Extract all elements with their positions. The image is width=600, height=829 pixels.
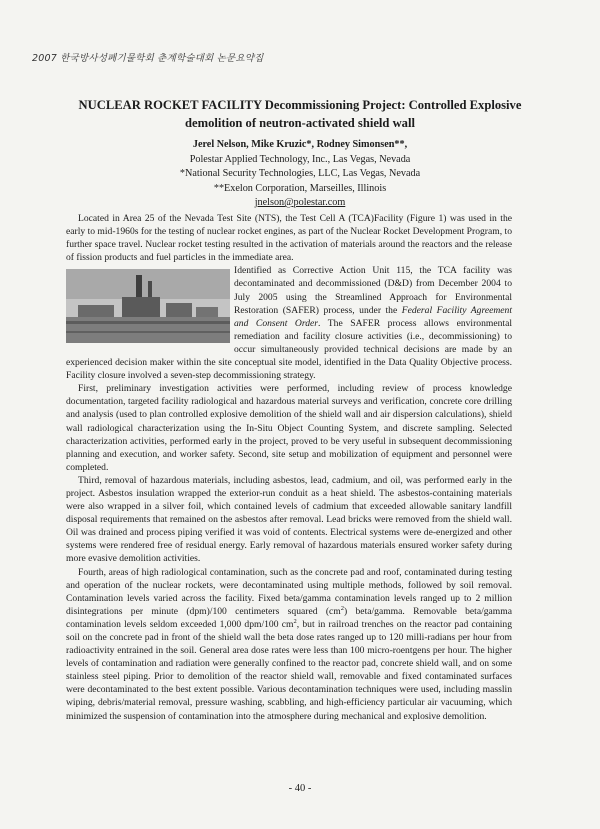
paragraph-4: Third, removal of hazardous materials, including asbestos, lead, cadmium, and oil, was performed early in the project. Asbestos insulation wrapped the exterior-run conduit as a heat shield. The asbestos-containing materials were also wrapped in a silver foil, which contained levels of cadmium that exceeded allowable sanitary landfill disposal requirements that remained on the asbestos after removal. Lead bricks were removed from the shield wall. Oil was drained and process piping verified it was void of contents. Electrical systems were de-energized and other systems were rendered free of residual energy. Early removal of hazardous materials ensured worker safety during more evasive demolition activities. bbox=[66, 474, 512, 565]
superscript-2-second: 2 bbox=[293, 617, 297, 625]
title-line-1: NUCLEAR ROCKET FACILITY Decommissioning Project: Controlled Explosive bbox=[78, 98, 522, 112]
paragraph-2-part-b: . The SAFER process allows environmental remediation and facility closure activities (i.e., decommissioning) to occur simultaneously provided technical decisions are made by an experienced decision maker within the site conceptual site model, identified in the Data Quality Objective process. Facility closure involved a seven-step decommissioning strategy. bbox=[66, 317, 512, 382]
paper-title bbox=[70, 96, 530, 132]
paragraph-5-part-b: ) beta/gamma. Removable beta/gamma contamination levels seldom exceeded 1,000 dpm/100 cm bbox=[66, 605, 512, 630]
title-line-2: demolition of neutron-activated shield wall bbox=[185, 116, 415, 130]
paragraph-3: First, preliminary investigation activities were performed, including review of process knowledge documentation, targeted facility radiological and hazardous material surveys and verification, concrete core drilling and analysis (used to plan controlled explosive demolition of the shield wall and air dispersion calculations), shield wall radiological characterization using the In-Situ Object Counting System, and discrete sampling. Selected characterization activities, performed early in the project, proved to be very useful in subsequent decommissioning planning and execution, and worker safety. Second, site setup and mobilization of equipment and personnel were completed. bbox=[66, 383, 512, 473]
paragraph-2-part-a: Identified as Corrective Action Unit 115, the TCA facility was decontaminated and decommissioned (D&D) from December 2004 to July 2005 using the Streamlined Approach for Environmental Restoration (SAFER) process, under the bbox=[234, 265, 512, 316]
paragraph-1: Located in Area 25 of the Nevada Test Site (NTS), the Test Cell A (TCA)Facility (Figure 1) was used in the early to mid-1960s for the testing of nuclear rocket engines, as part of the Nuclear Rocket Development Program, to further space travel. Nuclear rocket testing resulted in the activation of materials around the reactors and the release of fission products and fuel particles in the immediate area. bbox=[66, 213, 512, 264]
paragraph-5-part-a: Fourth, areas of high radiological contamination, such as the concrete pad and roof, contaminated during testing and operation of the nuclear rockets, were decontaminated using multiple methods, followed by soil removal. Contamination levels varied across the facility. Fixed beta/gamma contamination levels ranged up to 2 million disintegrations per minute (dpm)/100 centimeters squared (cm bbox=[66, 566, 512, 617]
paragraph-2-agreement-title: Federal Facility Agreement and Consent Order bbox=[234, 304, 512, 329]
affiliation-1: Polestar Applied Technology, Inc., Las Vegas, Nevada bbox=[189, 153, 411, 165]
affiliation-2: *National Security Technologies, LLC, Las Vegas, Nevada bbox=[179, 168, 421, 179]
affiliation-3: **Exelon Corporation, Marseilles, Illinois bbox=[213, 182, 387, 194]
facility-photo bbox=[66, 269, 230, 343]
author-block bbox=[100, 138, 500, 211]
superscript-2: 2 bbox=[340, 604, 344, 612]
running-head: 2007 한국방사성폐기물학회 춘계학술대회 논문요약집 bbox=[32, 53, 264, 64]
body-text bbox=[66, 212, 512, 723]
contact-email[interactable]: jnelson@polestar.com bbox=[254, 197, 346, 208]
paragraph-5 bbox=[66, 566, 512, 723]
facility-photo-graphic bbox=[66, 269, 230, 343]
paragraph-5-part-c: , but in railroad trenches on the reactor pad containing soil on the concrete pad in front of the shield wall the beta dose rates ranged up to 120 milli-radians per hour from radioactivity entrained in the soil. General area dose rates were less than 100 micro-roentgens per hour. The higher levels of contamination and radiation were generally confined to the reactor pad, concrete shield wall, and on some stainless steel piping. Prior to demolition of the reactor shield wall, removable and fixed contaminated surfaces were decontaminated to the best extent possible. Various decontamination techniques were used, including masslin wiping, debris/material removal, pressure washing, scabbling, and high-efficiency particular air vacuuming, which minimized the suspension of contamination into the atmosphere during mechanical and explosive demolition. bbox=[66, 618, 512, 722]
author-names: Jerel Nelson, Mike Kruzic*, Rodney Simonsen**, bbox=[192, 139, 408, 150]
page-number: - 40 - bbox=[288, 783, 312, 794]
